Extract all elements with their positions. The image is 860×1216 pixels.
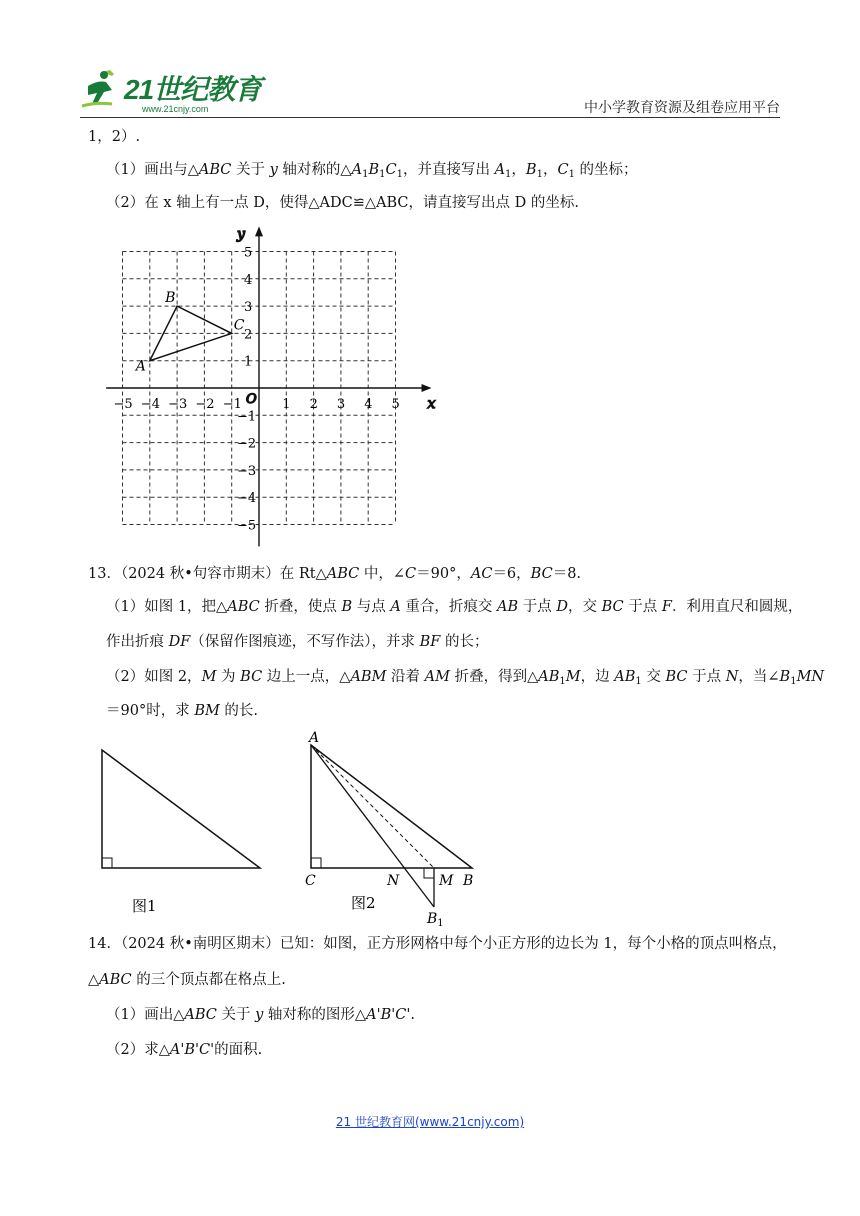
logo-text: 21世纪教育 (124, 74, 262, 105)
fig2-caption: 图2 (351, 894, 376, 912)
x-tick-label: 1 (282, 397, 291, 412)
y-tick-label: 5 (244, 245, 253, 261)
label-A: A (309, 730, 320, 746)
q13-part2-line2: ＝90°时，求 BM 的长. (106, 703, 259, 719)
q13-stem: 13．（2024 秋•句容市期末）在 Rt△ABC 中，∠C＝90°，AC＝6，BC＝8. (88, 566, 582, 582)
platform-name: 中小学教育资源及组卷应用平台 (584, 100, 780, 116)
y-tick-label: 1 (244, 354, 253, 370)
point-label-a: A (135, 358, 146, 375)
header-divider (80, 117, 780, 118)
figure-2 (305, 730, 473, 929)
label-C: C (305, 873, 316, 889)
footer-link[interactable]: 21 世纪教育网(www.21cnjy.com) (335, 1115, 525, 1129)
x-tick-label: 5 (391, 397, 400, 412)
q12-part1: （1）画出与△ABC 关于 y 轴对称的$\triangle A_1B_1C_1$，并直接写出 $A_1$，$B_1$，$C_1$ 的坐标； (106, 162, 638, 180)
q13-part1-line1: （1）如图 1，把△ABC 折叠，使点 B 与点 A 重合，折痕交 AB 于点 D，交 BC 于点 F．利用直尺和圆规， (106, 599, 803, 615)
y-tick-label: −3 (237, 463, 257, 479)
q12-continuation: 1，2）. (88, 129, 141, 145)
y-tick-label: −1 (237, 409, 257, 425)
figure-1 (102, 750, 260, 915)
point-label-c: C (233, 317, 245, 334)
runner-icon (80, 66, 124, 112)
y-tick-label: 2 (244, 327, 253, 343)
y-tick-label: 3 (244, 300, 253, 316)
x-tick-label: −3 (168, 397, 188, 412)
label-M: M (439, 873, 454, 889)
page-header (80, 60, 780, 120)
label-B: B (463, 873, 474, 889)
origin-label: O (246, 392, 257, 407)
q14-part1: （1）画出△ABC 关于 y 轴对称的图形△A'B'C'. (106, 1007, 415, 1023)
logo-url: www.21cnjy.com (142, 104, 209, 114)
y-tick-label: −4 (237, 491, 257, 507)
q13-figures (95, 725, 495, 930)
point-label-b: B (165, 290, 176, 307)
y-tick-label: −2 (237, 436, 257, 452)
x-tick-label: −4 (140, 397, 160, 412)
q14-part2: （2）求△A'B'C'的面积. (106, 1042, 263, 1058)
q13-part2-line1: （2）如图 2，M 为 BC 边上一点，△ABM 沿着 AM 折叠，得到$\triangle AB_1M$，边 $AB_1$ 交 BC 于点 N，当$\angle B_1MN$ (106, 669, 825, 687)
triangle-abc (150, 306, 232, 361)
fig1-caption: 图1 (132, 897, 157, 915)
coordinate-grid-figure (95, 225, 436, 550)
x-tick-label: −1 (222, 397, 242, 412)
label-B1: $B_1$ (427, 911, 444, 929)
q14-stem: 14．（2024 秋•南明区期末）已知：如图，正方形网格中每个小正方形的边长为 1，每个小格的顶点叫格点， (88, 936, 787, 952)
q13-part1-line2: 作出折痕 DF（保留作图痕迹，不写作法），并求 BF 的长； (106, 634, 489, 650)
x-tick-label: 2 (309, 397, 318, 412)
y-axis-label: y (237, 226, 245, 243)
x-tick-label: −5 (113, 397, 133, 412)
label-N: N (387, 873, 400, 889)
site-logo (80, 66, 280, 118)
x-axis-arrow (422, 384, 432, 392)
y-axis-arrow (255, 226, 263, 236)
y-tick-label: −5 (237, 518, 257, 534)
x-axis-label: x (427, 396, 436, 412)
x-tick-label: −2 (195, 397, 215, 412)
page-footer (0, 1113, 860, 1130)
x-tick-label: 3 (336, 397, 346, 412)
x-tick-label: 4 (364, 397, 373, 412)
q14-stem-line2: △ABC 的三个顶点都在格点上. (88, 972, 286, 988)
q12-part2: （2）在 x 轴上有一点 D，使得△ADC≌△ABC，请直接写出点 D 的坐标. (106, 195, 579, 211)
y-tick-label: 4 (244, 272, 253, 288)
